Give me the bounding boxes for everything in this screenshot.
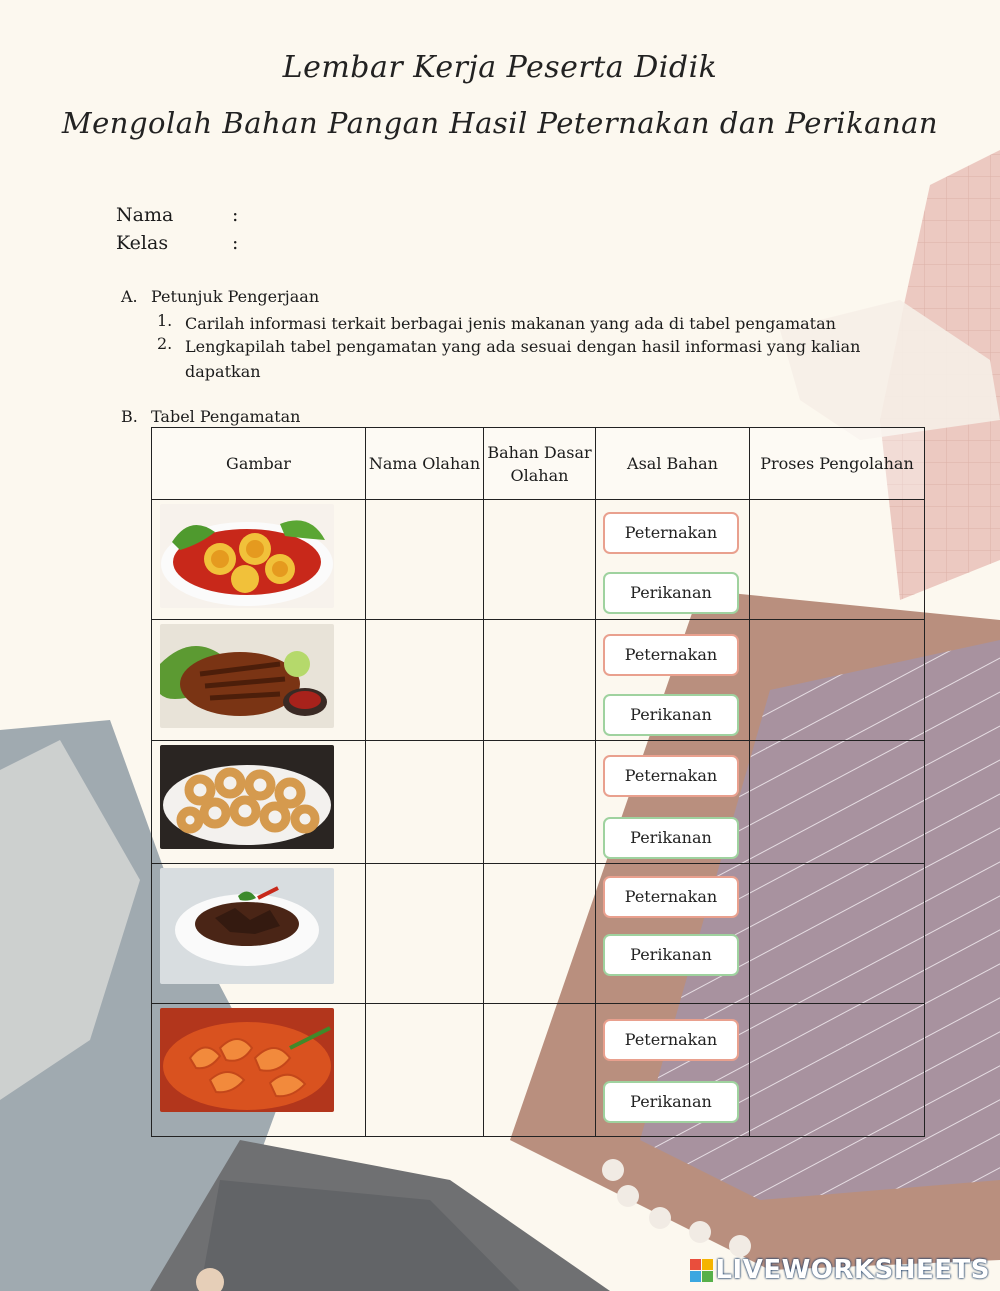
- shrimp-in-red-sauce-image: [160, 1008, 334, 1112]
- base-ingredient-cell[interactable]: [484, 1004, 596, 1137]
- instruction-number: 2.: [157, 334, 173, 353]
- table-header-row: [152, 428, 925, 500]
- base-ingredient-cell[interactable]: [484, 864, 596, 1004]
- table-row: [152, 864, 925, 1004]
- class-colon: :: [232, 232, 239, 254]
- name-colon: :: [232, 204, 239, 226]
- processing-cell[interactable]: [750, 864, 925, 1004]
- base-ingredient-cell[interactable]: [484, 500, 596, 620]
- base-ingredient-cell[interactable]: [484, 620, 596, 741]
- livestock-option-button[interactable]: Peternakan: [603, 1019, 739, 1061]
- instruction-text: Lengkapilah tabel pengamatan yang ada sesuai dengan hasil informasi yang kalian dapatkan: [185, 337, 861, 381]
- liveworksheets-brand: [690, 1254, 990, 1286]
- logo-square: [690, 1271, 701, 1282]
- balado-egg-dish-image: [160, 504, 334, 608]
- fishery-option-button[interactable]: Perikanan: [603, 817, 739, 859]
- picture-cell: [152, 1004, 366, 1137]
- livestock-option-button[interactable]: Peternakan: [603, 755, 739, 797]
- section-a-marker: A.: [121, 287, 138, 306]
- livestock-option-button[interactable]: Peternakan: [603, 876, 739, 918]
- section-b-marker: B.: [121, 407, 138, 426]
- liveworksheets-wordmark: LIVEWORKSHEETS: [715, 1255, 990, 1285]
- table-row: [152, 741, 925, 864]
- dish-name-cell[interactable]: [366, 864, 484, 1004]
- dish-name-cell[interactable]: [366, 741, 484, 864]
- fishery-option-button[interactable]: Perikanan: [603, 1081, 739, 1123]
- worksheet-subtitle: Mengolah Bahan Pangan Hasil Peternakan dan Perikanan: [61, 106, 939, 140]
- name-label: Nama: [116, 204, 174, 226]
- livestock-option-button[interactable]: Peternakan: [603, 634, 739, 676]
- section-b-title: Tabel Pengamatan: [151, 407, 301, 426]
- fishery-option-button[interactable]: Perikanan: [603, 572, 739, 614]
- beef-rendang-image: [160, 868, 334, 984]
- class-label: Kelas: [116, 232, 169, 254]
- table-row: [152, 620, 925, 741]
- logo-square: [702, 1259, 713, 1270]
- class-field: [116, 232, 239, 254]
- liveworksheets-logo-icon: [690, 1259, 713, 1282]
- origin-cell: [596, 864, 750, 1004]
- processing-cell[interactable]: [750, 1004, 925, 1137]
- instruction-text: Carilah informasi terkait berbagai jenis makanan yang ada di tabel pengamatan: [185, 314, 836, 333]
- origin-cell: [596, 1004, 750, 1137]
- dish-name-cell[interactable]: [366, 620, 484, 741]
- processing-cell[interactable]: [750, 620, 925, 741]
- fishery-option-button[interactable]: Perikanan: [603, 694, 739, 736]
- header-ingredient-origin: Asal Bahan: [596, 428, 750, 500]
- picture-cell: [152, 864, 366, 1004]
- name-field: [116, 204, 239, 226]
- processing-cell[interactable]: [750, 741, 925, 864]
- fishery-option-button[interactable]: Perikanan: [603, 934, 739, 976]
- origin-cell: [596, 620, 750, 741]
- header-processing: Proses Pengolahan: [750, 428, 925, 500]
- processing-cell[interactable]: [750, 500, 925, 620]
- dish-name-cell[interactable]: [366, 500, 484, 620]
- grilled-ribs-with-sambal-image: [160, 624, 334, 728]
- table-row: [152, 1004, 925, 1137]
- origin-cell: [596, 500, 750, 620]
- base-ingredient-cell[interactable]: [484, 741, 596, 864]
- header-dish-name: Nama Olahan: [366, 428, 484, 500]
- table-row: [152, 500, 925, 620]
- dish-name-cell[interactable]: [366, 1004, 484, 1137]
- section-a-title: Petunjuk Pengerjaan: [151, 287, 320, 306]
- fried-squid-rings-image: [160, 745, 334, 849]
- header-picture: Gambar: [152, 428, 366, 500]
- picture-cell: [152, 500, 366, 620]
- instruction-number: 1.: [157, 311, 173, 330]
- picture-cell: [152, 741, 366, 864]
- logo-square: [690, 1259, 701, 1270]
- picture-cell: [152, 620, 366, 741]
- logo-square: [702, 1271, 713, 1282]
- header-base-ingredient: Bahan Dasar Olahan: [484, 428, 596, 500]
- livestock-option-button[interactable]: Peternakan: [603, 512, 739, 554]
- origin-cell: [596, 741, 750, 864]
- observation-table: [151, 427, 925, 1137]
- worksheet-title: Lembar Kerja Peserta Didik: [282, 50, 718, 85]
